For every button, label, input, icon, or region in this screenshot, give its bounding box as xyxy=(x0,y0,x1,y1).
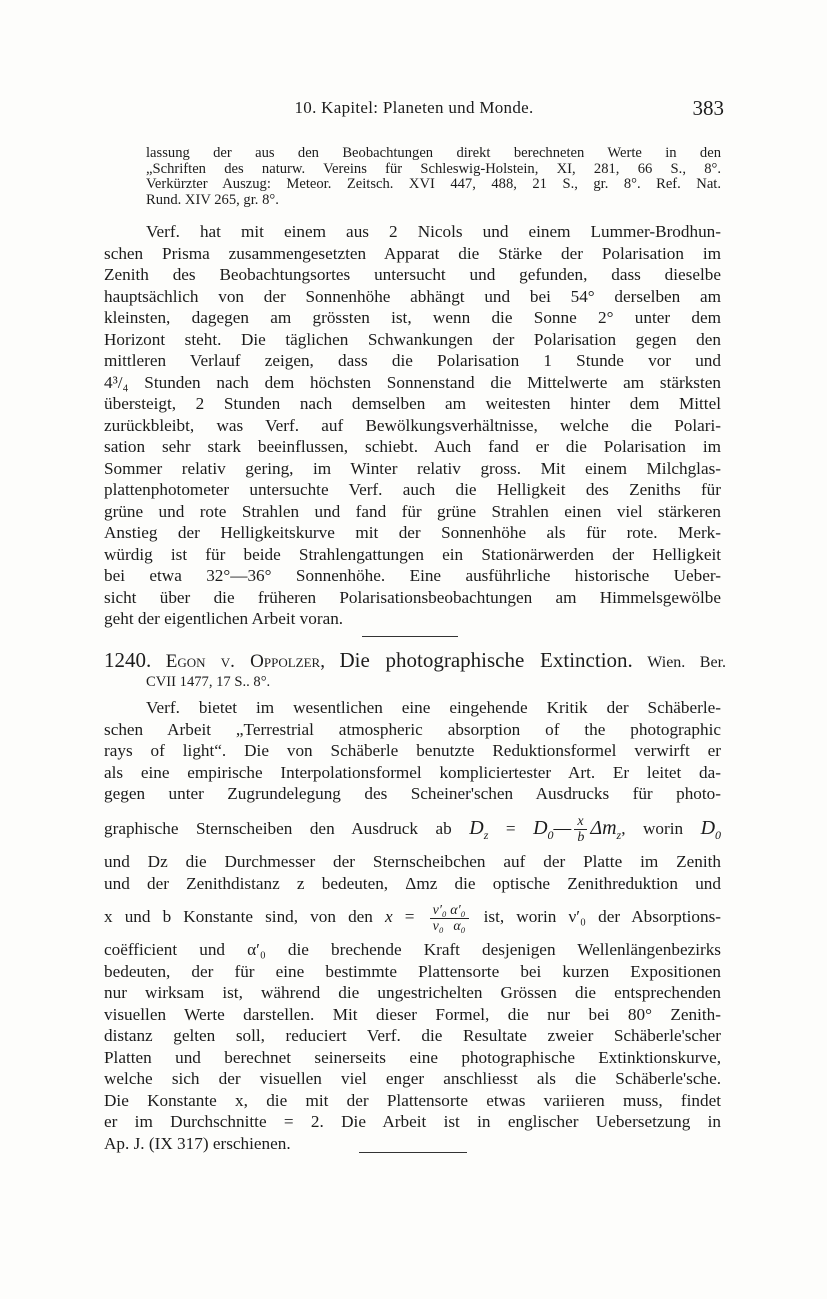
text-line: Die Konstante x, die mit der Plattensorte etwas variieren muss, findet xyxy=(104,1090,721,1110)
fraction-denominator: b xyxy=(577,829,585,845)
end-rule xyxy=(359,1152,467,1153)
text-line: distanz gelten soll, reduciert Verf. die Resultate zweier Schäberle'scher xyxy=(104,1026,721,1045)
chapter-title: 10. Kapitel: Planeten und Monde. xyxy=(294,98,534,117)
section-divider xyxy=(362,636,458,637)
text-line: und Dz die Durchmesser der Sternscheibchen auf der Platte im Zenith xyxy=(104,852,721,871)
text-line: als eine empirische Interpolationsformel kompliciertester Art. Er leitet da- xyxy=(104,762,721,782)
citation-block xyxy=(146,146,721,208)
text-line: grüne und rote Strahlen und fand für grüne Strahlen einen viel stärkeren xyxy=(104,501,721,521)
text-line: Platten und berechnet seinerseits eine photographische Extinktionskurve, xyxy=(104,1047,721,1067)
entry-heading xyxy=(104,648,726,673)
text-line: schen Prisma zusammengesetzten Apparat die Stärke der Polarisation im xyxy=(104,243,721,263)
entry-title: Die photographische Extinction. xyxy=(339,648,633,672)
entry-number: 1240. xyxy=(104,648,152,672)
subscript-z: z xyxy=(483,828,489,842)
formula-2 xyxy=(104,895,721,939)
equals-sign: = xyxy=(505,819,516,838)
citation-line: „Schriften des naturw. Vereins für Schleswig-Holstein, XI, 281, 66 S., 8°. xyxy=(146,160,721,177)
entry-heading-line xyxy=(104,648,726,673)
text-line: hauptsächlich von der Sonnenhöhe abhängt und bei 54° derselben am xyxy=(104,286,721,306)
text-line: rays of light“. Die von Schäberle benutzte Reduktionsformel verwirft er xyxy=(104,741,721,760)
symbol-x: x xyxy=(385,907,393,926)
text-line: Zenith des Beobachtungsortes untersucht und gefunden, dass dieselbe xyxy=(104,265,721,284)
delta-m: Δm xyxy=(590,817,617,839)
entry-source-line: CVII 1477, 17 S.. 8°. xyxy=(146,674,271,690)
citation-line: Verkürzter Auszug: Meteor. Zeitsch. XVI 447, 488, 21 S., gr. 8°. Ref. Nat. xyxy=(146,176,721,193)
formula-end-d0 xyxy=(700,817,722,842)
text-line: übersteigt, 2 Stunden nach demselben am weitesten hinter dem Mittel xyxy=(104,394,721,413)
paragraph-2b xyxy=(104,851,721,894)
text-line: bei etwa 32°—36° Sonnenhöhe. Eine ausführliche historische Ueber- xyxy=(104,566,721,585)
subscript-0: 0 xyxy=(547,828,554,842)
symbol-D0: D xyxy=(700,817,716,839)
paragraph-2 xyxy=(104,697,721,805)
text-line: sicht über die früheren Polarisationsbeobachtungen am Himmelsgewölbe xyxy=(104,587,721,607)
text-line: bedeuten, der für eine bestimmte Plattensorte bei kurzen Expositionen xyxy=(104,961,721,981)
formula-2-trailing-text: ist, worin ν′₀ der Absorptions- xyxy=(483,907,722,926)
formula-1-trailing-text: , worin xyxy=(621,819,684,838)
text-line: 4³/₄ Stunden nach dem höchsten Sonnenstand die Mittelwerte am stärksten xyxy=(104,372,721,392)
entry-source-cont xyxy=(146,675,446,691)
subscript-z: z xyxy=(616,828,622,842)
text-line: Verf. bietet im wesentlichen eine eingehende Kritik der Schäberle- xyxy=(146,698,721,717)
citation-line: Rund. XIV 265, gr. 8°. xyxy=(146,191,279,208)
formula-1 xyxy=(104,808,721,855)
text-line: Horizont steht. Die täglichen Schwankungen der Polarisation gegen den xyxy=(104,329,721,349)
fraction-denominator: ν₀ α₀ xyxy=(432,918,466,934)
formula-lhs xyxy=(469,817,489,842)
formula-1-lead-text: graphische Sternscheiben den Ausdruck ab xyxy=(104,819,452,838)
formula-line-2 xyxy=(104,895,721,939)
text-line: zurückbleibt, was Verf. auf Bewölkungsverhältnisse, welche die Polari- xyxy=(104,415,721,435)
fraction-x-over-b xyxy=(574,814,587,845)
text-line: coëfficient und α′₀ die brechende Kraft desjenigen Wellenlängenbezirks xyxy=(104,940,721,959)
text-line: Verf. hat mit einem aus 2 Nicols und einem Lummer-Brodhun- xyxy=(146,222,721,241)
text-line: und der Zenithdistanz z bedeuten, Δmz die optische Zenithreduktion und xyxy=(104,873,721,893)
paragraph-3 xyxy=(104,939,721,1154)
equals-sign: = xyxy=(404,907,415,926)
page-number: 383 xyxy=(692,96,724,120)
symbol-D0: D xyxy=(533,817,548,839)
entry-author: Egon v. Oppolzer, xyxy=(165,651,325,672)
formula-2-lead-text: x und b Konstante sind, von den xyxy=(104,907,373,926)
fraction-nu-alpha xyxy=(430,903,469,934)
entry-source: Wien. Ber. xyxy=(647,654,727,671)
text-line: schen Arbeit „Terrestrial atmospheric absorption of the photographic xyxy=(104,719,721,739)
text-line: Ap. J. (IX 317) erschienen. xyxy=(104,1133,291,1153)
formula-line-1 xyxy=(104,808,721,848)
text-line: würdig ist für beide Strahlengattungen ein Stationärwerden der Helligkeit xyxy=(104,544,721,564)
text-line: er im Durchschnitte = 2. Die Arbeit ist in englischer Uebersetzung in xyxy=(104,1112,721,1131)
minus-sign: — xyxy=(553,817,572,839)
running-header xyxy=(104,96,724,126)
fraction-numerator: x xyxy=(574,814,587,830)
text-line: Sommer relativ gering, im Winter relativ gross. Mit einem Milchglas- xyxy=(104,458,721,478)
text-line: nur wirksam ist, während die ungestrichelten Grössen die entsprechenden xyxy=(104,983,721,1002)
text-line: visuellen Werte darstellen. Mit dieser Formel, die nur bei 80° Zenith- xyxy=(104,1004,721,1024)
text-line: mittleren Verlauf zeigen, dass die Polarisation 1 Stunde vor und xyxy=(104,351,721,370)
fraction-numerator: ν′₀ α′₀ xyxy=(430,903,469,919)
text-line: plattenphotometer untersuchte Verf. auch die Helligkeit des Zeniths für xyxy=(104,480,721,499)
text-line: sation sehr stark beeinflussen, schiebt. Auch fand er die Polarisation im xyxy=(104,437,721,456)
text-line: geht der eigentlichen Arbeit voran. xyxy=(104,609,344,628)
paragraph-1 xyxy=(104,221,721,630)
formula-d0 xyxy=(533,813,622,845)
subscript-0: 0 xyxy=(715,828,722,842)
text-line: gegen unter Zugrundelegung des Scheiner'schen Ausdrucks für photo- xyxy=(104,784,721,803)
symbol-D: D xyxy=(469,817,484,839)
text-line: kleinsten, dagegen am grössten ist, wenn die Sonne 2° unter dem xyxy=(104,308,721,327)
text-line: Anstieg der Helligkeitskurve mit der Sonnenhöhe als für rote. Merk- xyxy=(104,523,721,542)
citation-line: lassung der aus den Beobachtungen direkt berechneten Werte in den xyxy=(146,145,721,161)
text-line: welche sich der visuellen viel enger anschliesst als die Schäberle'sche. xyxy=(104,1069,721,1088)
